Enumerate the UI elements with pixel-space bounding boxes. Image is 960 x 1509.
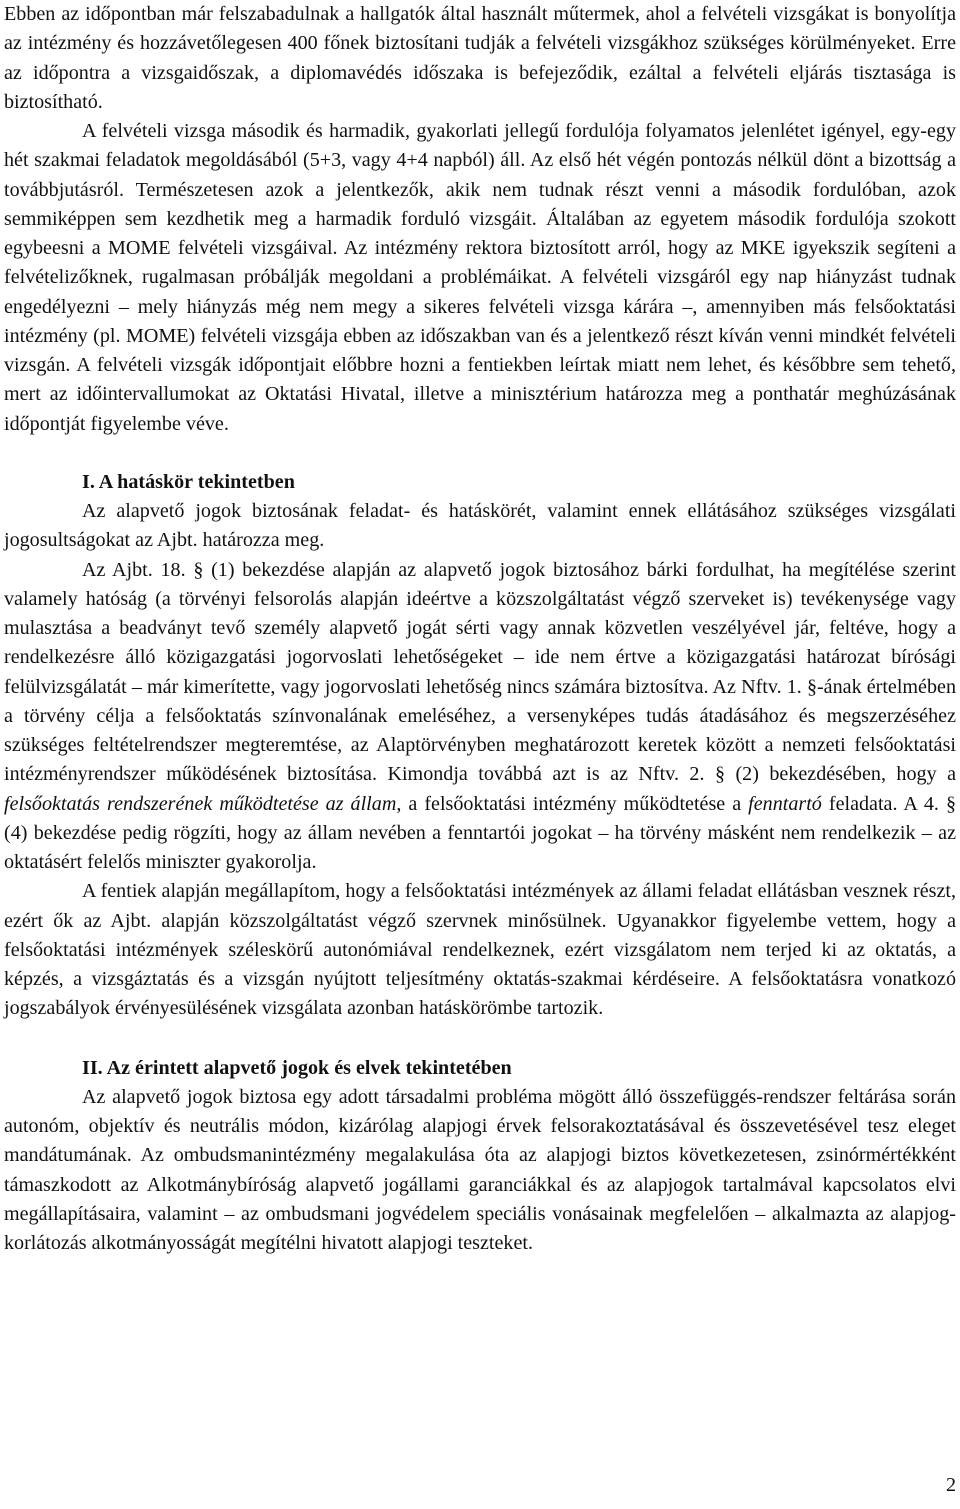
paragraph: A fentiek alapján megállapítom, hogy a felsőoktatási intézmények az állami feladat ellátásban vesznek részt, ezért ők az Ajbt. alapján közszolgáltatást végző szervnek minősülnek. Ugyanakkor figyelembe vettem, hogy a felsőoktatási intézmények széleskörű autonómiával rendelkeznek, ezért vizsgálatom nem terjed ki az oktatás, a képzés, a vizsgáztatás és a vizsgán nyújtott teljesítmény oktatás-szakmai kérdéseire. A felsőoktatásra vonatkozó jogszabályok érvényesülésének vizsgálata azonban hatáskörömbe tartozik. — [4, 880, 956, 1020]
document-page — [4, 0, 956, 1258]
paragraph: Az alapvető jogok biztosa egy adott társadalmi probléma mögött álló összefüggés-rendszer feltárása során autonóm, objektív és neutrális módon, kizárólag alapjogi érvek felsorakoztatásával és összevetésével tesz eleget mandátumának. Az ombudsmanintézmény megalakulása óta az alapjogi biztos következetesen, zsinórmértékként támaszkodott az Alkotmánybíróság alapvető jogállami garanciákkal és az alapjogok tartalmával kapcsolatos elvi megállapításaira, valamint – az ombudsmani jogvédelem speciális vonásainak megfelelően – alkalmazta az alapjog-korlátozás alkotmányosságát megítélni hivatott alapjogi teszteket. — [4, 1085, 956, 1254]
paragraph — [4, 556, 956, 878]
italic-text: fenntartó — [748, 792, 822, 815]
paragraph: Az alapvető jogok biztosának feladat- és hatáskörét, valamint ennek ellátásához szükséges vizsgálati jogosultságokat az Ajbt. határozza meg. — [4, 500, 956, 552]
paragraph: Ebben az időpontban már felszabadulnak a hallgatók által használt műtermek, ahol a felvételi vizsgákat is bonyolítja az intézmény és hozzávetőlegesen 400 főnek biztosítani tudják a felvételi vizsgákhoz szükséges körülményeket. Erre az időpontra a vizsgaidőszak, a diplomavédés időszaka is befejeződik, ezáltal a felvételi eljárás tisztasága is biztosítható. — [4, 3, 956, 113]
italic-text: felsőoktatás rendszerének működtetése az állam — [4, 792, 397, 815]
section-heading: II. Az érintett alapvető jogok és elvek tekintetében — [82, 1056, 512, 1079]
section-heading: I. A hatáskör tekintetben — [82, 470, 295, 493]
paragraph-text: feladata. A 4. § (4) bekezdése pedig rögzíti, hogy az állam nevében a fenntartói jogokat – ha törvény másként nem rendelkezik – az oktatásért felelős miniszter gyakorolja. — [4, 792, 956, 873]
paragraph-text: Az Ajbt. 18. § (1) bekezdése alapján az alapvető jogok biztosához bárki fordulhat, ha megítélése szerint valamely hatóság (a törvényi felsorolás alapján ideértve a közszolgáltatást végző szerveket is) tevékenysége vagy mulasztása a beadványt tevő személy alapvető jogát sérti vagy annak közvetlen veszélyével jár, feltéve, hogy a rendelkezésre álló közigazgatási jogorvoslati lehetőségeket – ide nem értve a közigazgatási határozat bírósági felülvizsgálatát – már kimerítette, vagy jogorvoslati lehetőség nincs számára biztosítva. Az Nftv. 1. §-ának értelmében a törvény célja a felsőoktatás színvonalának emeléséhez, a versenyképes tudás átadásához és megszerzéséhez szükséges feltételrendszer megteremtése, az Alaptörvényben meghatározott keretek között a nemzeti felsőoktatási intézményrendszer működésének biztosítása. Kimondja továbbá azt is az Nftv. 2. § (2) bekezdésében, hogy a — [4, 558, 956, 786]
spacer — [4, 439, 956, 468]
paragraph-text: , a felsőoktatási intézmény működtetése a — [396, 792, 749, 815]
page-number: 2 — [945, 1474, 956, 1496]
spacer — [4, 1024, 956, 1054]
paragraph: A felvételi vizsga második és harmadik, gyakorlati jellegű fordulója folyamatos jelenlétet igényel, egy-egy hét szakmai feladatok megoldásából (5+3, vagy 4+4 napból) áll. Az első hét végén pontozás nélkül dönt a bizottság a továbbjutásról. Természetesen azok a jelentkezők, akik nem tudnak részt venni a második fordulóban, azok semmiképpen sem kezdhetik meg a harmadik forduló vizsgáit. Általában az egyetem második fordulója szokott egybeesni a MOME felvételi vizsgáival. Az intézmény rektora biztosított arról, hogy az MKE igyekszik segíteni a felvételizőknek, rugalmasan próbálják megoldani a problémáikat. A felvételi vizsgáról egy nap hiányzást tudnak engedélyezni – mely hiányzás még nem megy a sikeres felvételi vizsga kárára –, amennyiben más felsőoktatási intézmény (pl. MOME) felvételi vizsgája ebben az időszakban van és a jelentkező részt kíván venni mindkét felvételi vizsgán. A felvételi vizsgák időpontjait előbbre hozni a fentiekben leírtak miatt nem lehet, és későbbre sem tehető, mert az időintervallumokat az Oktatási Hivatal, illetve a minisztérium határozza meg a ponthatár meghúzásának időpontját figyelembe véve. — [4, 120, 956, 435]
